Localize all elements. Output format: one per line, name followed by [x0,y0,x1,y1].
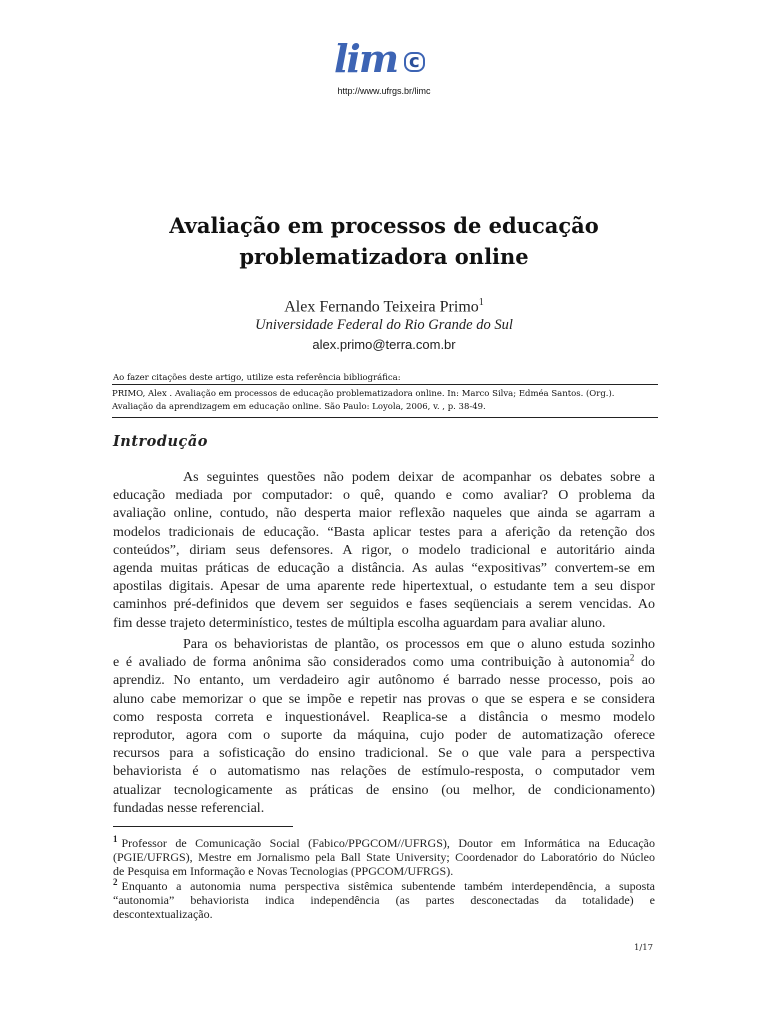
paragraph-line-text: e é avaliado de forma anônima são considerados como uma contribuição à autonomia [113,655,630,671]
logo-badge: c [404,52,425,72]
footnote-marker-2: 2 [629,652,635,663]
header-url: http://www.ufrgs.br/limc [337,86,431,96]
paragraph-line: behaviorista é o automatismo nas relações de estímulo-resposta, o computador vem [113,764,655,780]
paper-title [0,210,768,272]
author-line [0,297,768,316]
section-heading: Introdução [113,433,208,450]
paragraph-line: conteúdos”, diriam seus defensores. A rigor, o modelo tradicional e autoritário ainda [113,542,655,558]
paragraph-line-tail: do [634,655,656,671]
paragraph-line: fim desse trajeto determinístico, testes de múltipla escolha aguardam para avaliar aluno. [113,615,606,631]
limc-logo [334,36,444,90]
paragraph-2 [113,636,655,818]
paragraph-line: recursos para a sofisticação do ensino tradicional. Se o que vale para a perspectiva [113,746,655,762]
author-email: alex.primo@terra.com.br [312,337,456,352]
citation-line-2: Avaliação da aprendizagem em educação online. São Paulo: Loyola, 2006, v. , p. 38-49. [112,402,486,412]
paragraph-line: Para os behavioristas de plantão, os processos em que o aluno estuda sozinho [183,637,655,652]
paragraph-line: modelos tradicionais de educação. “Basta aplicar testes para a aferição da retenção dos [113,524,655,540]
author-affiliation: Universidade Federal do Rio Grande do Sul [255,317,513,333]
citation-line-1: PRIMO, Alex . Avaliação em processos de educação problematizadora online. In: Marco Silva; Edméa Santos. (Org.). [112,389,615,399]
paragraph-line: aluno cabe memorizar o que se impõe e repetir nas provas o que se espera e se considera [113,691,655,707]
paragraph-line: reprodutor, agora com o suporte da máquina, cujo poder de automatização oferece [113,728,655,744]
author-name: Alex Fernando Teixeira Primo [284,298,479,316]
paragraph-line: fundadas nesse referencial. [113,800,265,816]
paragraph-1 [113,469,655,633]
citation-note: Ao fazer citações deste artigo, utilize esta referência bibliográfica: [113,373,401,383]
footnote-separator [113,826,293,827]
footnote-2-text: Enquanto a autonomia numa perspectiva sistêmica subentende também interdependência, a suposta [121,878,655,893]
paragraph-line: aprendiz. No entanto, um verdadeiro agir autônomo é barrado nesse processo, pois ao [113,673,655,689]
footnote-2-number: 2 [113,876,118,887]
footnote-2-line: descontextualização. [113,907,213,922]
footnote-1-line [113,836,655,850]
logo-text: lim [334,36,398,81]
footnote-1-line: (PGIE/UFRGS), Mestre em Jornalismo pela Ball State University; Coordenador do Laboratório do Núcleo [113,850,655,865]
footnote-1-number: 1 [113,834,118,844]
footnote-1-line: de Pesquisa em Informação e Novas Tecnologias (PPGCOM/UFRGS). [113,864,454,879]
footnote-2-line [113,876,655,893]
paragraph-line: como resposta correta e inquestionável. Reaplica-se a distância o mesmo modelo [113,709,655,725]
paragraph-line: educação mediada por computador: o quê, quando e como avaliar? O problema da [113,488,655,504]
footnotes [113,836,655,921]
paragraph-line: avaliação online, contudo, não desperta maior reflexão naqueles que ainda se agarram a [113,506,655,522]
footnote-2-line: “autonomia” behaviorista indica independência (as partes desconectadas da totalidade) e [113,892,655,907]
paragraph-line: As seguintes questões não podem deixar de acompanhar os debates sobre a [183,470,655,485]
page-number: 1/17 [634,943,654,953]
author-footnote-marker: 1 [478,297,484,308]
paragraph-line: agenda muitas práticas de educação a distância. As aulas “expositivas” convertem-se em [113,561,655,577]
citation-box [112,384,658,418]
title-line-1: Avaliação em processos de educação [169,213,599,238]
paragraph-line: atualizar tecnologicamente as práticas de ensino (ou melhor, de condicionamento) [113,782,655,798]
paragraph-line: apostilas digitais. Apesar de uma aparente rede hipertextual, o estudante tem a seu dispor [113,579,655,595]
footnote-1-text: Professor de Comunicação Social (Fabico/PPGCOM//UFRGS), Doutor em Informática na Educação [121,836,655,850]
paragraph-line: caminhos pré-definidos que devem ser seguidos e fases seqüenciais a serem vencidas. Ao [113,597,655,613]
title-line-2: problematizadora online [239,244,529,269]
paragraph-line-with-note [113,654,655,672]
